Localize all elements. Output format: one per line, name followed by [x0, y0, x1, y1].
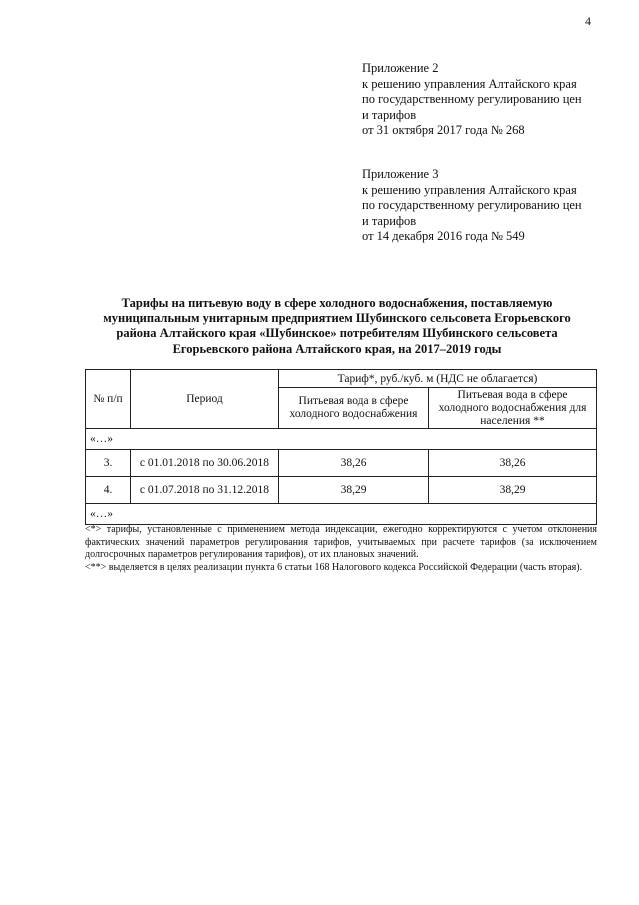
document-title	[72, 296, 602, 357]
appendix-line: к решению управления Алтайского края	[362, 76, 577, 91]
cell-period: с 01.07.2018 по 31.12.2018	[131, 477, 279, 504]
header-num: № п/п	[86, 370, 131, 429]
table-row-ellipsis	[86, 429, 597, 450]
page-number: 4	[585, 14, 591, 28]
cell-period: с 01.01.2018 по 30.06.2018	[131, 450, 279, 477]
appendix-line: и тарифов	[362, 107, 417, 122]
cell-num: 3.	[86, 450, 131, 477]
ellipsis-cell: «…»	[86, 504, 597, 525]
tariff-table	[85, 369, 597, 525]
appendix-line: и тарифов	[362, 213, 417, 228]
header-cold-water-population: Питьевая вода в сфере холодного водоснабжения для населения **	[429, 388, 597, 429]
title-line: Тарифы на питьевую воду в сфере холодного водоснабжения, поставляемую	[121, 296, 553, 310]
cell-tariff-cold-water: 38,26	[279, 450, 429, 477]
header-cold-water: Питьевая вода в сфере холодного водоснабжения	[279, 388, 429, 429]
ellipsis-cell: «…»	[86, 429, 597, 450]
header-tariff: Тариф*, руб./куб. м (НДС не облагается)	[279, 370, 597, 388]
table-row	[86, 477, 597, 504]
appendix-line: Приложение 3	[362, 167, 439, 181]
table-header-row	[86, 370, 597, 388]
title-line: муниципальным унитарным предприятием Шубинского сельсовета Егорьевского	[103, 311, 571, 326]
cell-num: 4.	[86, 477, 131, 504]
header-period: Период	[131, 370, 279, 429]
appendix-3-header	[362, 167, 582, 245]
table-row	[86, 450, 597, 477]
footnote-1: <*> тарифы, установленные с применением метода индексации, ежегодно корректируются с учетом отклонения фактических значений параметров регулирования тарифов, учитываемых при расчете тарифов (за исключением долгосрочных параметров регулирования тарифов), от их плановых значений.	[85, 524, 597, 561]
cell-tariff-population: 38,26	[429, 450, 597, 477]
title-line: Егорьевского района Алтайского края, на 2017–2019 годы	[172, 341, 502, 356]
appendix-line: от 31 октября 2017 года № 268	[362, 123, 525, 137]
appendix-2-header	[362, 61, 582, 139]
appendix-line: от 14 декабря 2016 года № 549	[362, 229, 525, 243]
appendix-line: к решению управления Алтайского края	[362, 182, 577, 197]
title-line: района Алтайского края «Шубинское» потребителям Шубинского сельсовета	[116, 326, 558, 341]
cell-tariff-population: 38,29	[429, 477, 597, 504]
footnotes	[85, 524, 597, 574]
appendix-line: по государственному регулированию цен	[362, 92, 582, 106]
appendix-line: по государственному регулированию цен	[362, 198, 582, 212]
cell-tariff-cold-water: 38,29	[279, 477, 429, 504]
footnote-2: <**> выделяется в целях реализации пункта 6 статьи 168 Налогового кодекса Российской Федерации (часть вторая).	[85, 561, 583, 573]
appendix-line: Приложение 2	[362, 61, 439, 75]
table-row-ellipsis	[86, 504, 597, 525]
